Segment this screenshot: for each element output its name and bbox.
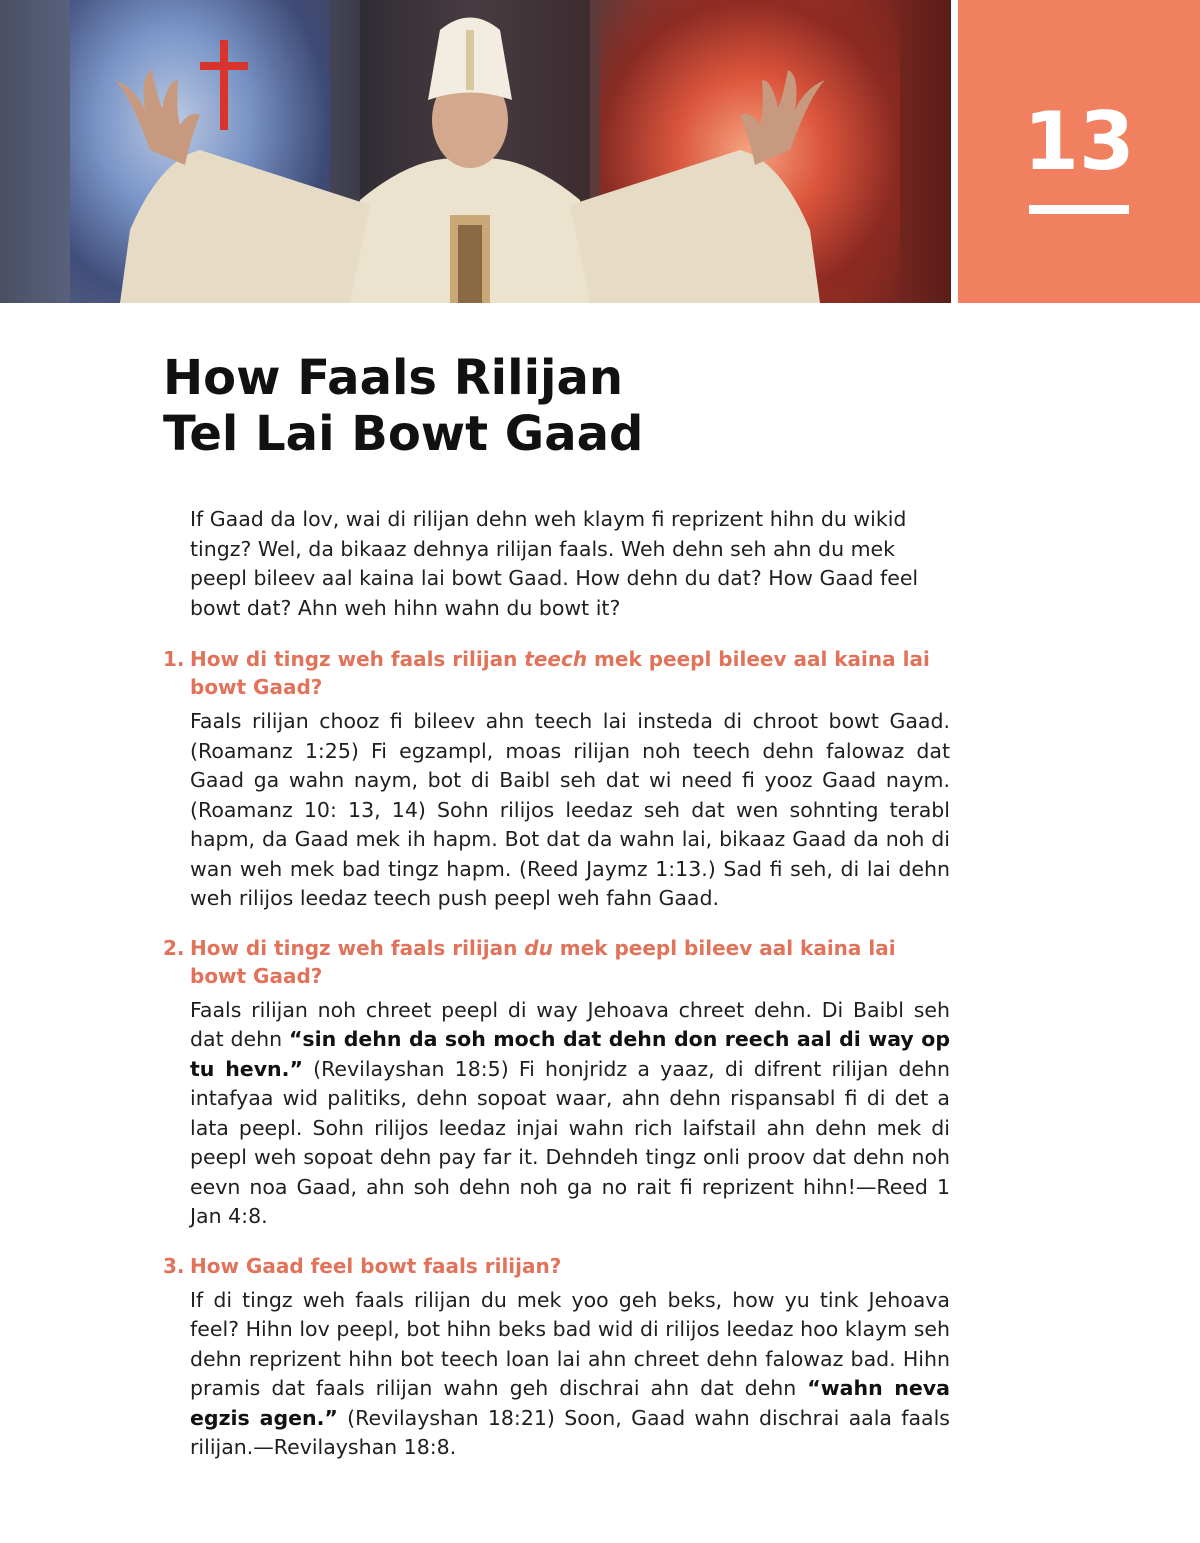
intro-paragraph: If Gaad da lov, wai di rilijan dehn weh klaym fi reprizent hihn du wikid tingz? Wel, da bikaaz dehnya rilijan faals. Weh dehn seh ahn du mek peepl bileev aal kaina lai bowt Gaad. How dehn du dat? How Gaad feel bowt dat? Ahn weh hihn wahn du bowt it? (190, 507, 919, 620)
scripture-quote: “sin dehn da soh moch dat dehn don reech aal di way op tu hevn.” (190, 1027, 950, 1081)
page-title (163, 350, 643, 462)
priest-arms-raised-image (90, 0, 850, 303)
question-3: 3. How Gaad feel bowt faals rilijan? (163, 1253, 562, 1278)
question-1: 1. How di tingz weh faals rilijan teech mek peepl bileev aal kaina lai bowt Gaad? (163, 647, 930, 699)
question-number: 1. (163, 647, 185, 671)
answer-2: Faals rilijan noh chreet peepl di way Jehoava chreet dehn. Di Baibl seh dat dehn “sin dehn da soh moch dat dehn don reech aal di way op tu hevn.” (Revilayshan 18:5) Fi honjridz a yaaz, di difrent rilijan dehn intafyaa wid palitiks, dehn sopoat waar, ahn dehn rispansabl fi di det a lata peepl. Sohn rilijos leedaz injai wahn rich laifstail ahn dehn mek di peepl weh sopoat dehn pay far it. Dehndeh tingz onli proov dat dehn noh eevn noa Gaad, ahn soh dehn noh ga no rait fi reprizent hihn!—Reed 1 Jan 4:8. (190, 997, 950, 1228)
hero-image (0, 0, 951, 303)
question-number: 2. (163, 935, 185, 960)
lesson-number: 13 (1023, 95, 1135, 188)
lesson-number-badge (958, 0, 1200, 303)
answer-1: Faals rilijan chooz fi bileev ahn teech lai insteda di chroot bowt Gaad. (Roamanz 1:25) Fi egzampl, moas rilijan noh teech dehn falowaz dat Gaad ga wahn naym, bot di Baibl seh dat wi need fi yooz Gaad naym. (Roamanz 10: 13, 14) Sohn rilijos leedaz seh dat wen sohnting terabl hapm, da Gaad mek ih hapm. Bot dat da wahn lai, bikaaz Gaad da noh di wan weh mek bad tingz hapm. (Reed Jaymz 1:13.) Sad fi seh, di lai dehn weh rilijos leedaz teech push peepl weh fahn Gaad. (190, 709, 950, 910)
lesson-content (163, 505, 950, 1483)
lesson-number-underline (1029, 205, 1129, 214)
question-emphasis: teech (524, 647, 588, 671)
question-number: 3. (163, 1253, 185, 1278)
page-title-line-1: How Faals Rilijan (163, 350, 624, 406)
page-title-line-2: Tel Lai Bowt Gaad (163, 406, 644, 462)
answer-3: If di tingz weh faals rilijan du mek yoo geh beks, how yu tink Jehoava feel? Hihn lov peepl, bot hihn beks bad wid di rilijos leedaz hoo klaym seh dehn reprizent hihn bot teech loan lai ahn chreet dehn falowaz bad. Hihn pramis dat faals rilijan wahn geh dischrai ahn dat dehn “wahn neva egzis agen.” (Revilayshan 18:21) Soon, Gaad wahn dischrai aala faals rilijan.—Revilayshan 18:8. (190, 1287, 950, 1459)
question-emphasis: du (524, 935, 553, 960)
scripture-quote: “wahn neva egzis agen.” (190, 1376, 950, 1430)
question-2: 2. How di tingz weh faals rilijan du mek peepl bileev aal kaina lai bowt Gaad? (163, 935, 896, 988)
